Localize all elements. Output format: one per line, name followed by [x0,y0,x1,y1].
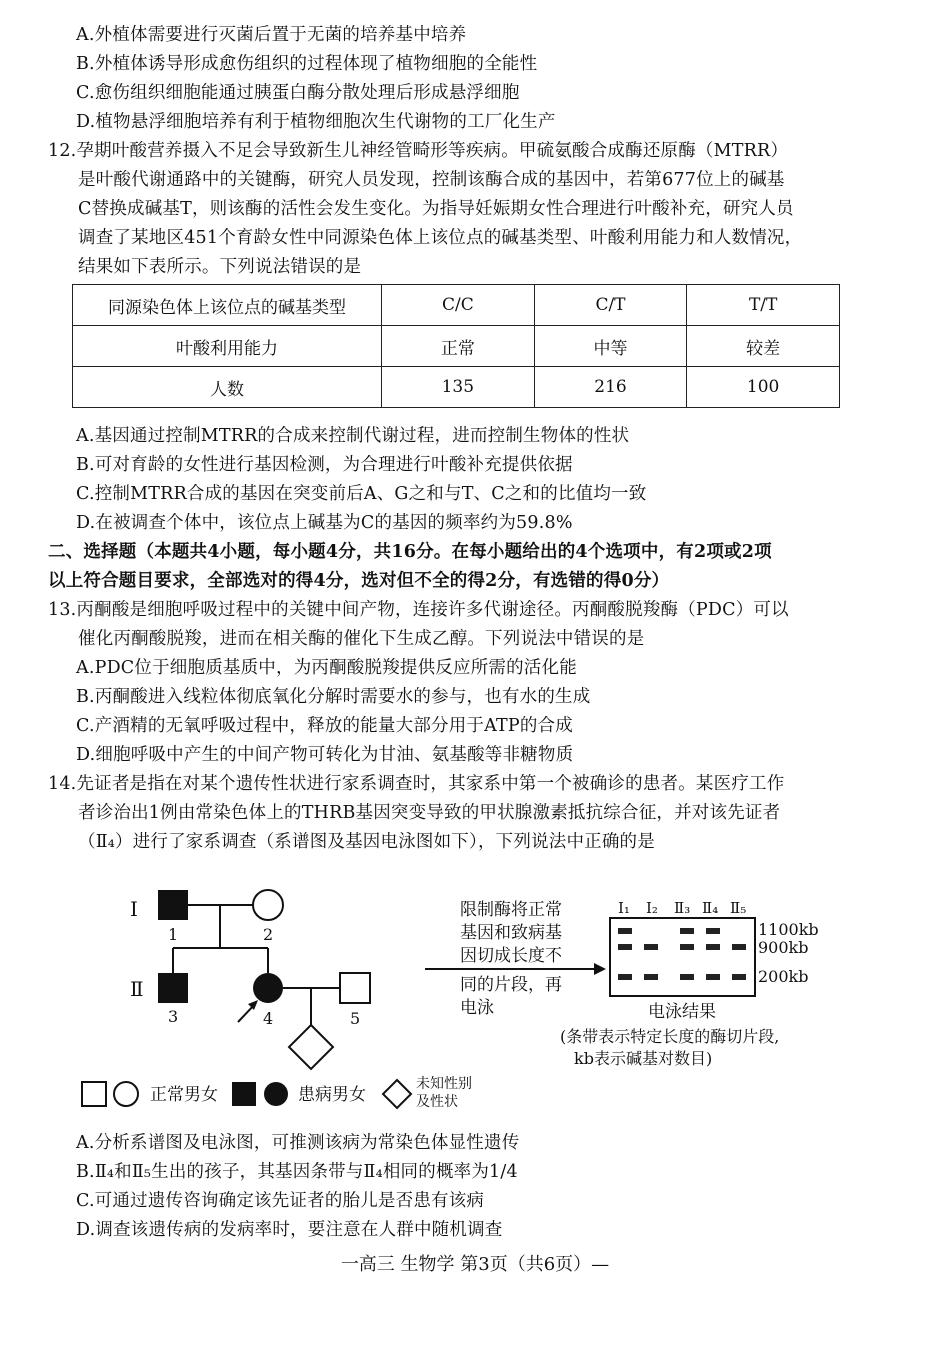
table-cell: T/T [687,285,840,326]
gel-band [706,944,720,950]
q11-option-a: A.外植体需要进行灭菌后置于无菌的培养基中培养 [76,25,467,45]
section-heading: 二、选择题（本题共4小题，每小题4分，共16分。在每小题给出的4个选项中，有2项或2项 [48,542,772,562]
gel-band [680,974,694,980]
table-cell: 正常 [382,326,535,367]
lane-label: Ⅱ₃ [674,899,691,917]
q13-option-a: A.PDC位于细胞质基质中，为丙酮酸脱羧提供反应所需的活化能 [76,658,577,678]
gel-band [706,928,720,934]
arrow-caption: 限制酶将正常 [460,900,562,920]
gel-note: (条带表示特定长度的酶切片段, [560,1027,780,1046]
table-cell: C/T [534,285,687,326]
legend-normal-female-symbol [114,1082,138,1106]
legend-unknown-symbol [383,1080,411,1108]
legend-normal-label: 正常男女 [150,1085,218,1105]
affected-male-symbol [158,973,188,1003]
lane-label: Ⅱ₄ [702,899,719,917]
q12-option-b: B.可对育龄的女性进行基因检测，为合理进行叶酸补充提供依据 [76,455,573,475]
gel-title: 电泳结果 [648,1002,716,1022]
q12-option-d: D.在被调查个体中，该位点上碱基为C的基因的频率约为59.8% [76,513,573,533]
table-cell: 100 [687,367,840,408]
table-cell: 135 [382,367,535,408]
q13-stem-line: 催化丙酮酸脱羧，进而在相关酶的催化下生成乙醇。下列说法中错误的是 [78,629,645,649]
q14-option-d: D.调查该遗传病的发病率时，要注意在人群中随机调查 [76,1220,503,1240]
legend-unknown-label: 及性状 [416,1094,458,1110]
affected-female-symbol [253,973,283,1003]
q13-option-c: C.产酒精的无氧呼吸过程中，释放的能量大部分用于ATP的合成 [76,716,573,736]
process-arrow-head [594,963,606,975]
gel-band [732,974,746,980]
q11-option-d: D.植物悬浮细胞培养有利于植物细胞次生代谢物的工厂化生产 [76,112,556,132]
arrow-caption: 基因和致病基 [460,923,562,943]
table-cell: 较差 [687,326,840,367]
gel-band [706,974,720,980]
q14-stem-line: 14.先证者是指在对某个遗传性状进行家系调查时，其家系中第一个被确诊的患者。某医疗工作 [48,774,785,794]
gel-band [618,944,632,950]
section-heading: 以上符合题目要求，全部选对的得4分，选对但不全的得2分，有选错的得0分） [48,571,670,591]
arrow-caption: 电泳 [460,998,494,1018]
gel-note: kb表示碱基对数目) [574,1049,713,1068]
table-cell: 同源染色体上该位点的碱基类型 [73,285,382,326]
lane-label: Ⅰ₂ [646,899,658,917]
generation-label-2: Ⅱ [130,977,144,1001]
legend-affected-female-symbol [264,1082,288,1106]
q12-option-a: A.基因通过控制MTRR的合成来控制代谢过程，进而控制生物体的性状 [76,426,630,446]
q14-stem-line: （Ⅱ₄）进行了家系调查（系谱图及基因电泳图如下），下列说法中正确的是 [78,832,655,852]
gel-band [732,944,746,950]
legend-affected-male-symbol [232,1082,256,1106]
individual-number: 4 [263,1009,274,1028]
q12-stem-line: C替换成碱基T，则该酶的活性会发生变化。为指导妊娠期女性合理进行叶酸补充，研究人员 [78,199,794,219]
q12-stem-line: 是叶酸代谢通路中的关键酶，研究人员发现，控制该酶合成的基因中，若第677位上的碱基 [78,170,785,190]
gel-band [680,928,694,934]
arrow-caption: 因切成长度不 [460,946,562,966]
individual-number: 5 [350,1009,361,1028]
page-footer: 一高三 生物学 第3页（共6页）— [340,1254,610,1275]
size-label: 1100kb [758,920,819,939]
q13-stem-line: 13.丙酮酸是细胞呼吸过程中的关键中间产物，连接许多代谢途径。丙酮酸脱羧酶（PDC）可以 [48,600,789,620]
lane-label: Ⅰ₁ [618,899,630,917]
unknown-child-symbol [289,1025,333,1069]
normal-female-symbol [253,890,283,920]
q14-stem-line: 者诊治出1例由常染色体上的THRB基因突变导致的甲状腺激素抵抗综合征，并对该先证者 [78,803,781,823]
individual-number: 2 [263,925,274,944]
gel-band [618,928,632,934]
q12-stem-line: 调查了某地区451个育龄女性中同源染色体上该位点的碱基类型、叶酸利用能力和人数情况， [78,228,803,248]
affected-male-symbol [158,890,188,920]
legend-unknown-label: 未知性别 [416,1076,472,1092]
q11-option-c: C.愈伤组织细胞能通过胰蛋白酶分散处理后形成悬浮细胞 [76,83,520,103]
table-cell: 216 [534,367,687,408]
size-label: 200kb [758,967,809,986]
gel-band [680,944,694,950]
individual-number: 1 [168,925,179,944]
q14-option-a: A.分析系谱图及电泳图，可推测该病为常染色体显性遗传 [76,1133,520,1153]
legend-normal-male-symbol [82,1082,106,1106]
gel-band [644,944,658,950]
q11-option-b: B.外植体诱导形成愈伤组织的过程体现了植物细胞的全能性 [76,54,538,74]
individual-number: 3 [168,1007,179,1026]
table-cell: C/C [382,285,535,326]
legend-affected-label: 患病男女 [298,1085,366,1105]
normal-male-symbol [340,973,370,1003]
q12-stem-line: 结果如下表所示。下列说法错误的是 [78,257,362,277]
size-label: 900kb [758,938,809,957]
generation-label-1: Ⅰ [130,897,138,921]
q14-option-b: B.Ⅱ₄和Ⅱ₅生出的孩子，其基因条带与Ⅱ₄相同的概率为1/4 [76,1162,518,1182]
q14-option-c: C.可通过遗传咨询确定该先证者的胎儿是否患有该病 [76,1191,485,1211]
lane-label: Ⅱ₅ [730,899,747,917]
q12-stem-line: 12.孕期叶酸营养摄入不足会导致新生儿神经管畸形等疾病。甲硫氨酸合成酶还原酶（MTRR） [48,141,789,161]
gel-band [644,974,658,980]
table-cell: 中等 [534,326,687,367]
arrow-caption: 同的片段，再 [460,975,562,995]
table-cell: 叶酸利用能力 [73,326,382,367]
q13-option-d: D.细胞呼吸中产生的中间产物可转化为甘油、氨基酸等非糖物质 [76,745,574,765]
q13-option-b: B.丙酮酸进入线粒体彻底氧化分解时需要水的参与，也有水的生成 [76,687,591,707]
gel-band [618,974,632,980]
table-cell: 人数 [73,367,382,408]
q12-option-c: C.控制MTRR合成的基因在突变前后A、G之和与T、C之和的比值均一致 [76,484,647,504]
